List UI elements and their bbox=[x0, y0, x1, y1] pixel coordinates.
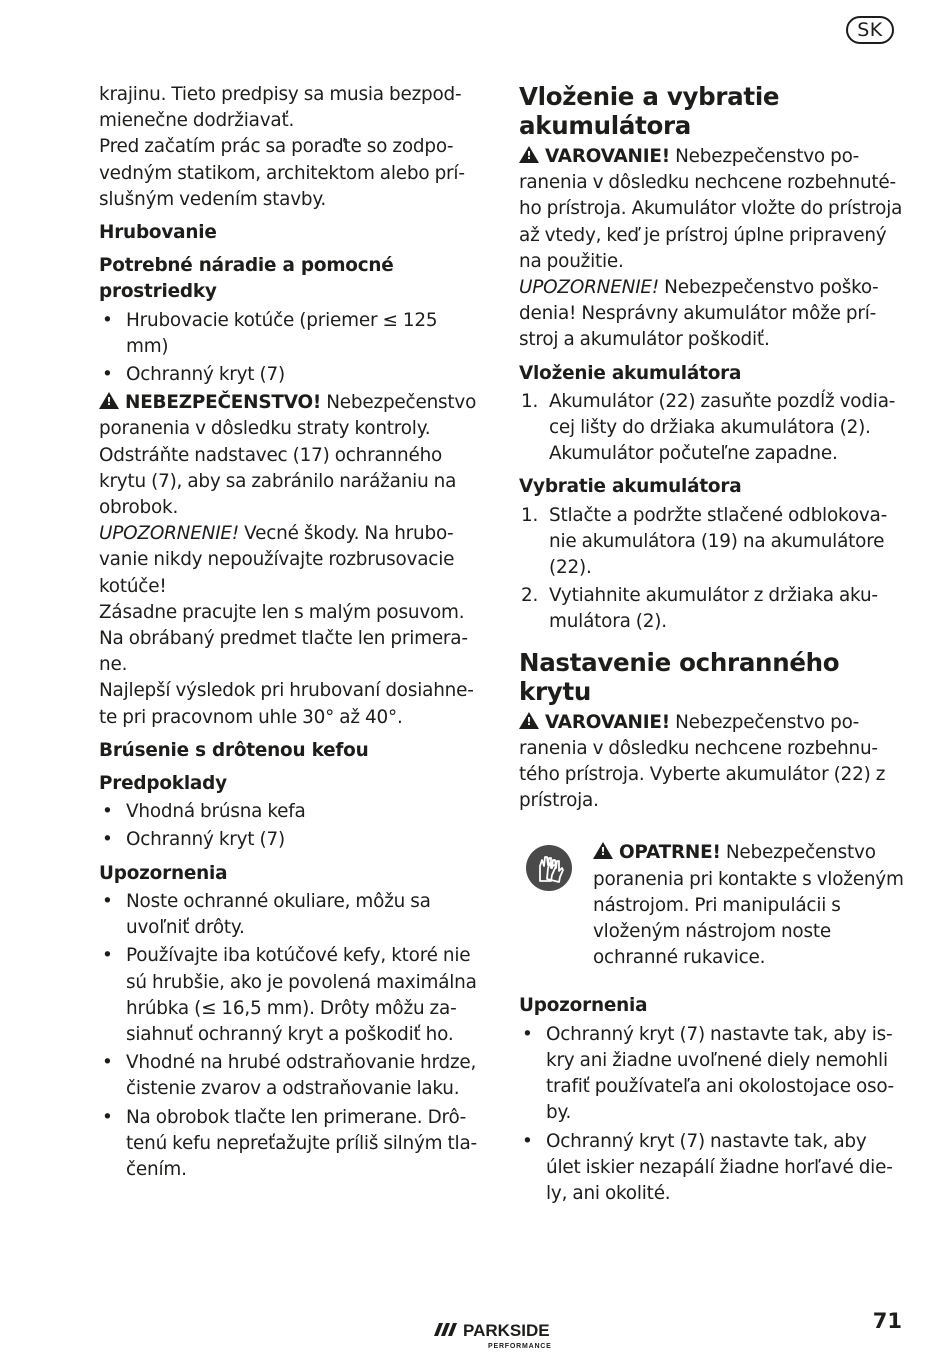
notes-list bbox=[519, 1022, 904, 1207]
right-column bbox=[519, 82, 904, 1209]
section-heading: Hrubovanie bbox=[99, 222, 217, 244]
damage-notice: UPOZORNENIE! Nebezpečenstvo poškodenia! Nesprávny akumulátor môže prístroj a akumulátor poškodiť. bbox=[519, 277, 879, 351]
step-item: 1. Stlačte a podržte stlačené odblokovanie akumulátora (19) na akumulátore (22). bbox=[521, 504, 888, 579]
protective-gloves-icon bbox=[525, 844, 573, 892]
chapter-heading: Vloženie a vybratie akumulátora bbox=[519, 82, 780, 140]
danger-notice: !NEBEZPEČENSTVO! Nebezpečenstvo poranenia v dôsledku straty kontroly. Odstráňte nadstavec (17) ochranného krytu (7), aby sa zabránilo narážaniu na obrobok. bbox=[99, 390, 479, 521]
paragraph: Zásadne pracujte len s malým posuvom. Na obrábaný predmet tlačte len primerane. bbox=[99, 601, 469, 676]
parkside-logo bbox=[432, 1317, 582, 1351]
brand-subline: PERFORMANCE bbox=[488, 1343, 552, 1350]
step-item: 1. Akumulátor (22) zasuňte pozdĺž vodiacej lišty do držiaka akumulátora (2). Akumulátor počuteľne zapadne. bbox=[521, 390, 896, 465]
list-item: • Ochranný kryt (7) bbox=[102, 364, 285, 386]
list-item: • Hrubovacie kotúče (priemer ≤ 125 mm) bbox=[102, 309, 438, 357]
notes-list bbox=[99, 889, 479, 1183]
paragraph: Pred začatím prác sa poraďte so zodpovedným statikom, architektom alebo príslušným vedením stavby. bbox=[99, 136, 465, 210]
page-number: 71 bbox=[872, 1309, 902, 1333]
list-item: • Ochranný kryt (7) bbox=[102, 829, 285, 851]
warning-triangle-icon bbox=[519, 146, 539, 163]
section-heading: Upozornenia bbox=[99, 862, 228, 884]
prerequisites-list bbox=[99, 799, 479, 853]
caution-text: !OPATRNE! Nebezpečenstvo poranenia pri kontakte s vloženým nástrojom. Pri manipulácii s vloženým nástrojom noste ochranné rukavice. bbox=[593, 840, 904, 971]
step-item: 2. Vytiahnite akumulátor z držiaka akumulátora (2). bbox=[521, 585, 879, 633]
language-badge: SK bbox=[846, 16, 894, 44]
caution-notice bbox=[519, 840, 904, 971]
remove-steps bbox=[519, 503, 904, 636]
paragraph: Najlepší výsledok pri hrubovaní dosiahnete pri pracovnom uhle 30° až 40°. bbox=[99, 680, 474, 728]
list-item: • Vhodné na hrubé odstraňovanie hrdze, čistenie zvarov a odstraňovanie laku. bbox=[102, 1052, 477, 1100]
warning-notice: !VAROVANIE! Nebezpečenstvo poranenia v dôsledku nechcene rozbehnutého prístroja. Akumulátor vložte do prístroja až vtedy, keď je prístroj úplne pripravený na použitie. bbox=[519, 144, 904, 275]
list-item: • Ochranný kryt (7) nastavte tak, aby úlet iskier nezapálí žiadne horľavé diely, ani okolité. bbox=[522, 1130, 893, 1204]
warning-triangle-icon bbox=[99, 392, 119, 409]
section-heading: Brúsenie s drôtenou kefou bbox=[99, 739, 369, 761]
damage-notice: UPOZORNENIE! Vecné škody. Na hrubovanie nikdy nepoužívajte rozbrusovacie kotúče! bbox=[99, 523, 455, 597]
list-item: • Na obrobok tlačte len primerane. Drôtenú kefu nepreťažujte príliš silným tlačením. bbox=[102, 1106, 478, 1180]
tools-list bbox=[99, 308, 479, 389]
list-item: • Používajte iba kotúčové kefy, ktoré nie sú hrubšie, ako je povolená maximálna hrúbka (≤ 16,5 mm). Drôty môžu zasiahnuť ochranný kryt a poškodiť ho. bbox=[102, 945, 477, 1045]
paragraph: krajinu. Tieto predpisy sa musia bezpodmienečne dodržiavať. bbox=[99, 84, 462, 132]
chapter-heading: Nastavenie ochranného krytu bbox=[519, 647, 840, 706]
warning-notice: !VAROVANIE! Nebezpečenstvo poranenia v dôsledku nechcene rozbehnutého prístroja. Vyberte akumulátor (22) z prístroja. bbox=[519, 710, 904, 815]
warning-triangle-icon bbox=[519, 712, 539, 729]
list-item: • Vhodná brúsna kefa bbox=[102, 801, 306, 823]
insert-steps bbox=[519, 389, 904, 468]
list-item: • Ochranný kryt (7) nastavte tak, aby iskry ani žiadne uvoľnené diely nemohli trafiť používateľa ani okolostojace osoby. bbox=[522, 1023, 895, 1124]
section-heading: Vloženie akumulátora bbox=[519, 362, 742, 384]
section-heading: Predpoklady bbox=[99, 773, 227, 795]
section-heading: Potrebné náradie a pomocné prostriedky bbox=[99, 255, 394, 303]
section-heading: Upozornenia bbox=[519, 995, 648, 1017]
brand-name: PARKSIDE bbox=[463, 1321, 550, 1340]
warning-triangle-icon bbox=[593, 842, 613, 859]
left-column bbox=[99, 82, 479, 1185]
section-heading: Vybratie akumulátora bbox=[519, 476, 742, 498]
list-item: • Noste ochranné okuliare, môžu sa uvoľniť drôty. bbox=[102, 890, 431, 939]
